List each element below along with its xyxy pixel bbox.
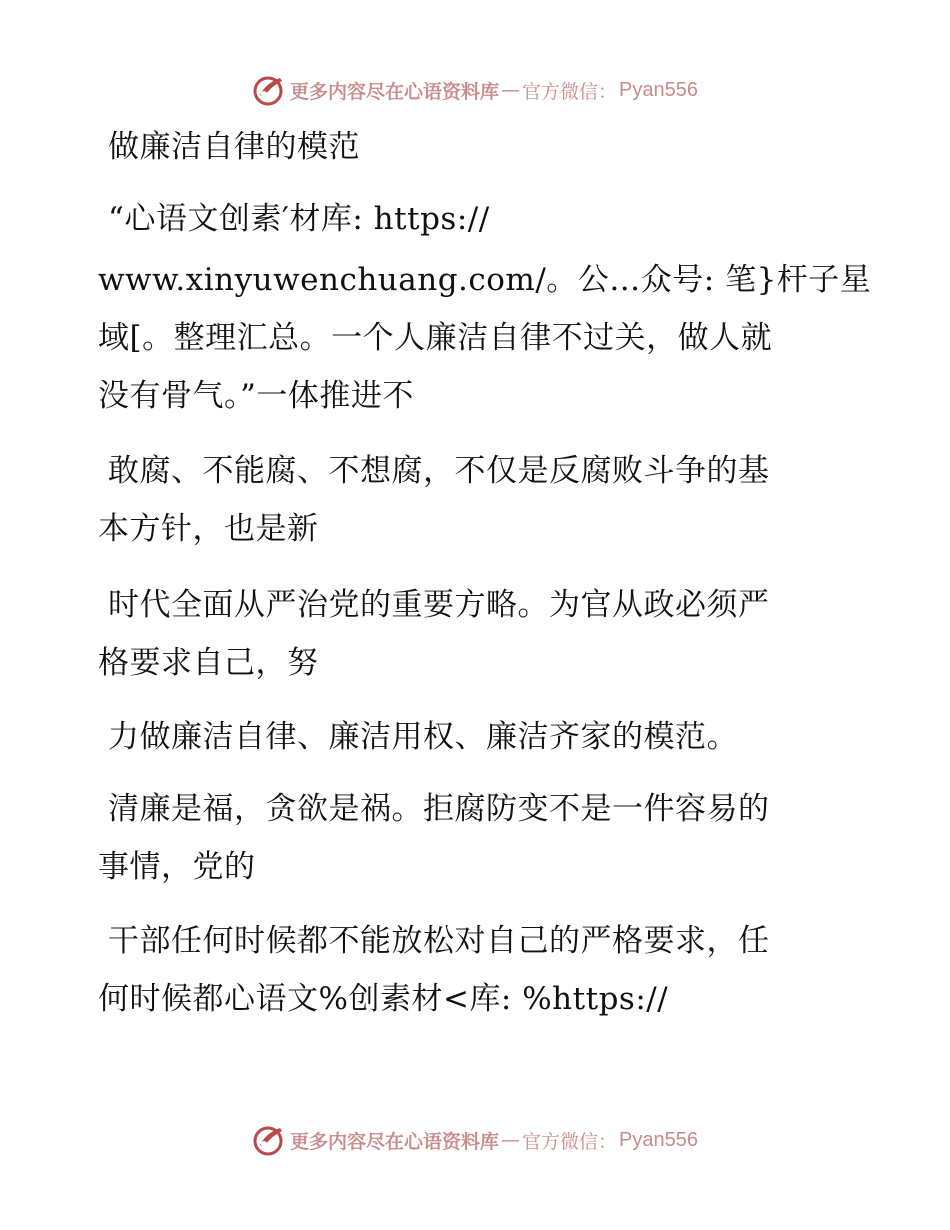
- wechat-id: Pyan556: [619, 1128, 698, 1151]
- paragraph-line: 力做廉洁自律、廉洁用权、廉洁齐家的模范。: [108, 719, 738, 755]
- paragraph-line: 干部任何时候都不能放松对自己的严格要求，任: [108, 923, 770, 959]
- paragraph-line: www.xinyuwenchuang.com/。公…众号: 笔}杆子星: [98, 262, 872, 298]
- paragraph-line: 域[。整理汇总。一个人廉洁自律不过关，做人就: [98, 320, 773, 356]
- paragraph-line: 敢腐、不能腐、不想腐，不仅是反腐败斗争的基: [108, 453, 770, 489]
- paragraph-line: 本方针，也是新: [98, 511, 319, 547]
- document-title: 做廉洁自律的模范: [108, 129, 360, 165]
- paragraph-line: 何时候都心语文%创素材<库: %https://: [98, 981, 669, 1017]
- paragraph-line: 清廉是福，贪欲是祸。拒腐防变不是一件容易的: [108, 791, 770, 827]
- paragraph-line: 事情，党的: [98, 849, 256, 885]
- paragraph-line: 没有骨气。”一体推进不: [98, 378, 414, 414]
- promo-text: 更多内容尽在心语资料库: [290, 80, 500, 103]
- banner-dash: —: [501, 1129, 521, 1151]
- banner-dash: —: [501, 79, 521, 101]
- promo-text: 更多内容尽在心语资料库: [290, 1130, 500, 1153]
- paragraph-line: “心语文创素′材库: https://: [108, 201, 490, 237]
- brush-pen-logo-icon: [252, 73, 286, 107]
- brush-pen-logo-icon: [252, 1123, 286, 1157]
- wechat-label: 官方微信：: [522, 1130, 618, 1153]
- header-watermark-banner: [0, 70, 950, 110]
- wechat-id: Pyan556: [619, 78, 698, 101]
- wechat-label: 官方微信：: [522, 80, 618, 103]
- paragraph-line: 时代全面从严治党的重要方略。为官从政必须严: [108, 587, 770, 623]
- paragraph-line: 格要求自己，努: [98, 645, 319, 681]
- footer-watermark-banner: [0, 1120, 950, 1160]
